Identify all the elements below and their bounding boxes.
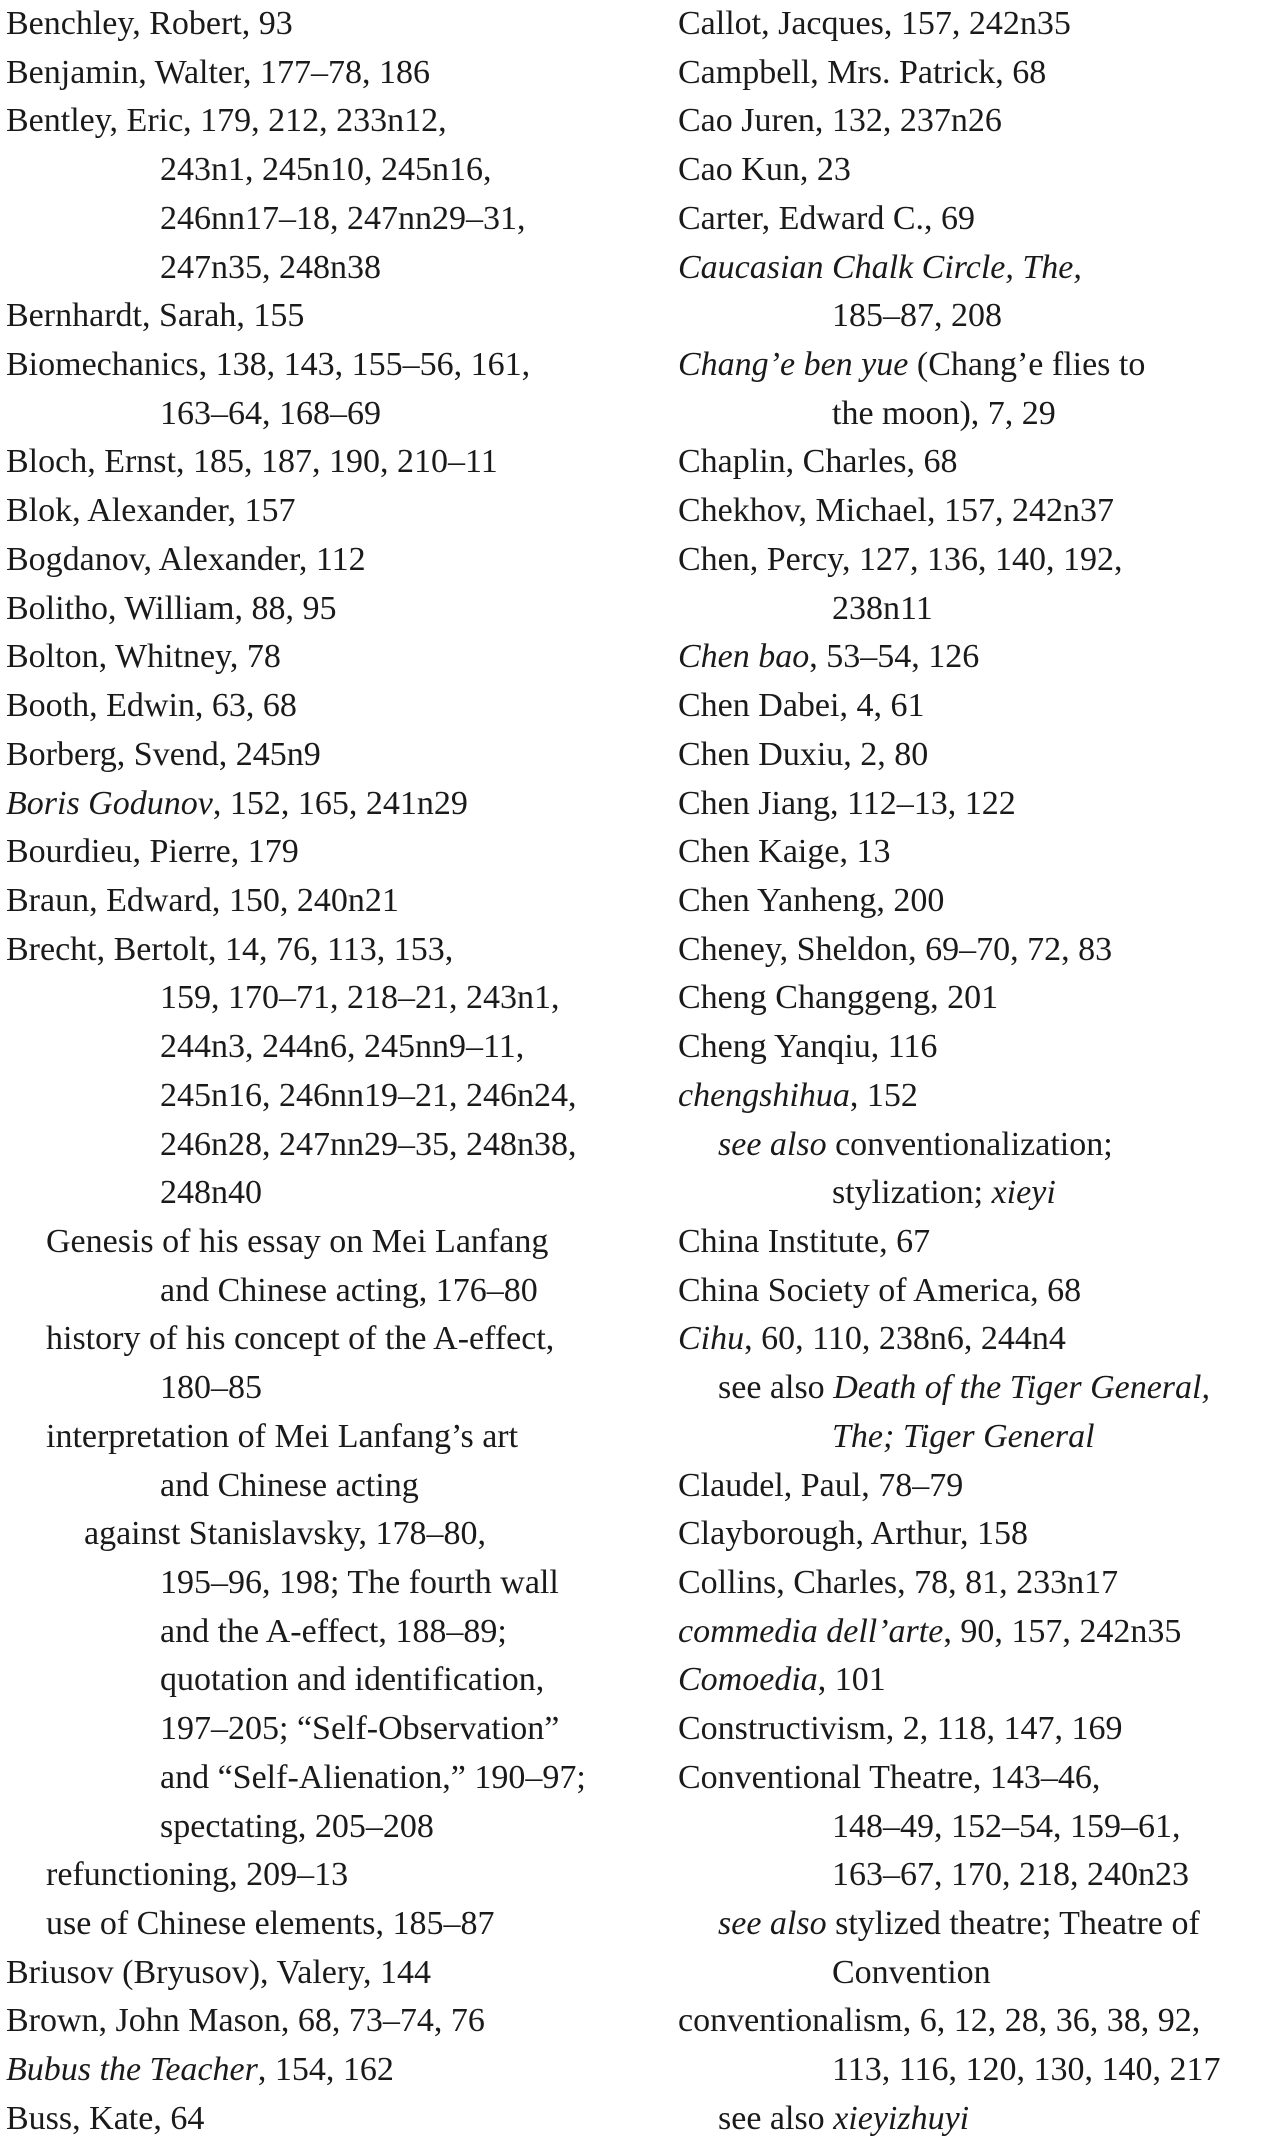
index-text: Chen Dabei, 4, 61 <box>678 687 925 725</box>
index-text: Booth, Edwin, 63, 68 <box>6 687 297 725</box>
index-entry-line <box>672 146 1272 195</box>
index-text: 244n3, 244n6, 245nn9–11, <box>160 1028 525 1066</box>
index-subentry-line <box>0 195 650 244</box>
index-italic-text: xieyizhuyi <box>833 2099 970 2137</box>
index-text: Bourdieu, Pierre, 179 <box>6 833 299 871</box>
index-text: , 152, 165, 241n29 <box>212 784 468 822</box>
index-italic-text: commedia dell’arte <box>678 1612 944 1650</box>
index-subentry-line <box>0 1462 650 1511</box>
index-text: Chen Kaige, 13 <box>678 833 891 871</box>
index-italic-text: Chang’e ben yue <box>678 346 909 384</box>
index-text: Cao Kun, 23 <box>678 151 851 189</box>
index-entry-line <box>0 97 650 146</box>
index-text: , 53–54, 126 <box>809 638 980 676</box>
index-subentry-line <box>672 1121 1272 1170</box>
index-text: 238n11 <box>832 589 933 627</box>
index-entry-line <box>0 292 650 341</box>
index-subentry-line <box>0 390 650 439</box>
index-entry-line <box>672 1462 1272 1511</box>
index-text: 163–67, 170, 218, 240n23 <box>832 1856 1189 1894</box>
index-text: Chen Duxiu, 2, 80 <box>678 735 929 773</box>
index-italic-text: Boris Godunov <box>6 784 213 822</box>
index-entry-line <box>672 926 1272 975</box>
index-text: 246nn17–18, 247nn29–31, <box>160 199 526 237</box>
index-italic-text: Chen bao <box>678 638 810 676</box>
index-entry-line <box>672 633 1272 682</box>
index-text: stylization; <box>832 1174 992 1212</box>
index-text: China Institute, 67 <box>678 1222 931 1260</box>
index-entry-line <box>672 1656 1272 1705</box>
index-subentry-line <box>0 1072 650 1121</box>
index-italic-text: Caucasian Chalk Circle, The, <box>678 248 1082 286</box>
index-text: Clayborough, Arthur, 158 <box>678 1515 1028 1553</box>
index-subentry-line <box>672 2095 1272 2144</box>
index-text: Cheng Yanqiu, 116 <box>678 1028 938 1066</box>
index-subentry-line <box>0 1169 650 1218</box>
index-text: Conventional Theatre, 143–46, <box>678 1758 1101 1796</box>
index-entry-line <box>672 1023 1272 1072</box>
index-italic-text: Comoedia <box>678 1661 818 1699</box>
index-entry-line <box>672 974 1272 1023</box>
index-text: , 152 <box>849 1076 918 1114</box>
index-text: , 101 <box>817 1661 886 1699</box>
index-subentry-line <box>0 1315 650 1364</box>
index-entry-line <box>672 1218 1272 1267</box>
index-text: Bernhardt, Sarah, 155 <box>6 297 305 335</box>
index-text: Convention <box>832 1953 991 1991</box>
index-text: and “Self-Alienation,” 190–97; <box>160 1758 586 1796</box>
index-subentry-line <box>672 1364 1272 1413</box>
index-text: 159, 170–71, 218–21, 243n1, <box>160 979 560 1017</box>
index-entry-line <box>672 877 1272 926</box>
index-text: Collins, Charles, 78, 81, 233n17 <box>678 1564 1119 1601</box>
index-text: Campbell, Mrs. Patrick, 68 <box>678 53 1047 91</box>
index-entry-line <box>672 1267 1272 1316</box>
index-subentry-line <box>672 2046 1272 2095</box>
index-subentry-line <box>0 1608 650 1657</box>
index-text: 180–85 <box>160 1369 262 1407</box>
index-text: Briusov (Bryusov), Valery, 144 <box>6 1953 431 1991</box>
index-subentry-line <box>672 1851 1272 1900</box>
index-text: spectating, 205–208 <box>160 1807 434 1845</box>
index-subentry-line <box>672 1413 1272 1462</box>
index-subentry-line <box>672 390 1272 439</box>
index-subentry-line <box>0 1267 650 1316</box>
index-text: refunctioning, 209–13 <box>46 1856 349 1894</box>
index-text: , 154, 162 <box>257 2051 394 2089</box>
index-subentry-line <box>0 1900 650 1949</box>
index-text: Borberg, Svend, 245n9 <box>6 735 321 773</box>
index-text: use of Chinese elements, 185–87 <box>46 1905 495 1943</box>
index-subentry-line <box>0 1510 650 1559</box>
index-text: Chekhov, Michael, 157, 242n37 <box>678 492 1114 530</box>
index-text: 148–49, 152–54, 159–61, <box>832 1807 1181 1845</box>
index-entry-line <box>0 780 650 829</box>
index-text: Bogdanov, Alexander, 112 <box>6 540 366 578</box>
index-italic-text: The; Tiger General <box>832 1417 1095 1455</box>
index-text: , 60, 110, 238n6, 244n4 <box>744 1320 1066 1358</box>
index-text: the moon), 7, 29 <box>832 394 1056 432</box>
index-text: and Chinese acting, 176–80 <box>160 1271 538 1309</box>
index-text: Chaplin, Charles, 68 <box>678 443 958 481</box>
index-subentry-line <box>672 585 1272 634</box>
index-text: Bolton, Whitney, 78 <box>6 638 281 676</box>
index-entry-line <box>0 731 650 780</box>
index-text: China Society of America, 68 <box>678 1271 1082 1309</box>
index-subentry-line <box>0 1121 650 1170</box>
index-text: 246n28, 247nn29–35, 248n38, <box>160 1125 577 1163</box>
index-entry-line <box>0 341 650 390</box>
index-entry-line <box>672 1072 1272 1121</box>
index-text: Carter, Edward C., 69 <box>678 199 976 237</box>
index-italic-text: xieyi <box>991 1174 1056 1212</box>
index-text: Cao Juren, 132, 237n26 <box>678 102 1002 140</box>
index-subentry-line <box>0 146 650 195</box>
index-subentry-line <box>0 974 650 1023</box>
index-column-right <box>672 0 1272 2144</box>
index-subentry-line <box>672 1900 1272 1949</box>
index-entry-line <box>672 341 1272 390</box>
index-entry-line <box>672 1997 1272 2046</box>
index-text: Brecht, Bertolt, 14, 76, 113, 153, <box>6 930 454 968</box>
index-text: 195–96, 198; The fourth wall <box>160 1564 559 1601</box>
index-entry-line <box>672 1559 1272 1608</box>
index-entry-line <box>672 828 1272 877</box>
index-italic-text: Bubus the Teacher <box>6 2051 258 2089</box>
index-subentry-line <box>0 1705 650 1754</box>
index-text: Cheng Changgeng, 201 <box>678 979 999 1017</box>
index-text: Constructivism, 2, 118, 147, 169 <box>678 1710 1123 1748</box>
index-entry-line <box>672 244 1272 293</box>
index-italic-text: Cihu <box>678 1320 745 1358</box>
index-text: Biomechanics, 138, 143, 155–56, 161, <box>6 346 531 384</box>
index-subentry-line <box>0 1364 650 1413</box>
index-entry-line <box>0 1997 650 2046</box>
index-entry-line <box>672 731 1272 780</box>
index-subentry-line <box>0 1023 650 1072</box>
index-entry-line <box>0 633 650 682</box>
index-text: Bentley, Eric, 179, 212, 233n12, <box>6 102 447 140</box>
index-text: Callot, Jacques, 157, 242n35 <box>678 5 1071 42</box>
index-entry-line <box>672 1315 1272 1364</box>
index-entry-line <box>672 438 1272 487</box>
index-italic-text: Death of the Tiger General, <box>833 1369 1210 1407</box>
index-text: 163–64, 168–69 <box>160 394 381 432</box>
index-text: Chen Jiang, 112–13, 122 <box>678 784 1016 822</box>
index-subentry-line <box>0 1656 650 1705</box>
index-entry-line <box>0 926 650 975</box>
index-entry-line <box>0 2046 650 2095</box>
index-entry-line <box>672 97 1272 146</box>
index-entry-line <box>0 828 650 877</box>
index-text: Chen Yanheng, 200 <box>678 881 945 919</box>
index-entry-line <box>0 682 650 731</box>
index-entry-line <box>672 49 1272 98</box>
index-entry-line <box>0 49 650 98</box>
index-text: conventionalization; <box>826 1125 1113 1163</box>
index-subentry-line <box>0 1413 650 1462</box>
index-text: Benchley, Robert, 93 <box>6 5 293 42</box>
index-subentry-line <box>0 1803 650 1852</box>
index-text: Brown, John Mason, 68, 73–74, 76 <box>6 2002 485 2040</box>
index-text: Braun, Edward, 150, 240n21 <box>6 881 399 919</box>
index-text: Buss, Kate, 64 <box>6 2099 205 2137</box>
index-subentry-line <box>0 1754 650 1803</box>
index-entry-line <box>0 536 650 585</box>
index-entry-line <box>672 1510 1272 1559</box>
index-subentry-line <box>0 244 650 293</box>
index-text: Chen, Percy, 127, 136, 140, 192, <box>678 540 1123 578</box>
index-text: Blok, Alexander, 157 <box>6 492 296 530</box>
index-subentry-line <box>0 1851 650 1900</box>
index-italic-text: see also <box>718 1125 827 1163</box>
index-text: 197–205; “Self-Observation” <box>160 1710 560 1748</box>
index-text: and the A-effect, 188–89; <box>160 1612 507 1650</box>
index-text: , 90, 157, 242n35 <box>943 1612 1182 1650</box>
index-entry-line <box>672 780 1272 829</box>
index-italic-text: see also <box>718 1905 827 1943</box>
index-text: 185–87, 208 <box>832 297 1002 335</box>
index-entry-line <box>672 0 1272 49</box>
index-text: see also <box>718 2099 834 2137</box>
index-text: quotation and identification, <box>160 1661 545 1699</box>
index-entry-line <box>672 1754 1272 1803</box>
index-text: Genesis of his essay on Mei Lanfang <box>46 1222 549 1260</box>
index-text: Claudel, Paul, 78–79 <box>678 1466 964 1504</box>
index-text: stylized theatre; Theatre of <box>826 1905 1200 1943</box>
index-subentry-line <box>672 292 1272 341</box>
index-text: 247n35, 248n38 <box>160 248 381 286</box>
index-text: 243n1, 245n10, 245n16, <box>160 151 492 189</box>
index-text: 245n16, 246nn19–21, 246n24, <box>160 1076 577 1114</box>
index-entry-line <box>672 536 1272 585</box>
index-entry-line <box>0 0 650 49</box>
index-entry-line <box>0 877 650 926</box>
index-subentry-line <box>672 1949 1272 1998</box>
index-entry-line <box>0 1949 650 1998</box>
index-text: see also <box>718 1369 834 1407</box>
index-text: against Stanislavsky, 178–80, <box>84 1515 486 1553</box>
index-text: history of his concept of the A-effect, <box>46 1320 555 1358</box>
index-text: 248n40 <box>160 1174 262 1212</box>
index-text: Cheney, Sheldon, 69–70, 72, 83 <box>678 930 1113 968</box>
index-text: interpretation of Mei Lanfang’s art <box>46 1417 519 1455</box>
index-text: 113, 116, 120, 130, 140, 217 <box>832 2051 1221 2089</box>
index-text: Bloch, Ernst, 185, 187, 190, 210–11 <box>6 443 498 481</box>
index-entry-line <box>0 585 650 634</box>
index-text: conventionalism, 6, 12, 28, 36, 38, 92, <box>678 2002 1201 2040</box>
index-italic-text: chengshihua <box>678 1076 850 1114</box>
index-entry-line <box>0 487 650 536</box>
index-subentry-line <box>672 1169 1272 1218</box>
index-entry-line <box>672 195 1272 244</box>
index-subentry-line <box>0 1559 650 1608</box>
index-subentry-line <box>0 1218 650 1267</box>
index-entry-line <box>672 1705 1272 1754</box>
index-text: Benjamin, Walter, 177–78, 186 <box>6 53 430 91</box>
index-entry-line <box>672 1608 1272 1657</box>
index-entry-line <box>672 487 1272 536</box>
index-text: and Chinese acting <box>160 1466 419 1504</box>
index-entry-line <box>0 2095 650 2144</box>
index-text: (Chang’e flies to <box>908 346 1146 384</box>
index-entry-line <box>672 682 1272 731</box>
index-text: Bolitho, William, 88, 95 <box>6 589 337 627</box>
index-entry-line <box>0 438 650 487</box>
index-subentry-line <box>672 1803 1272 1852</box>
